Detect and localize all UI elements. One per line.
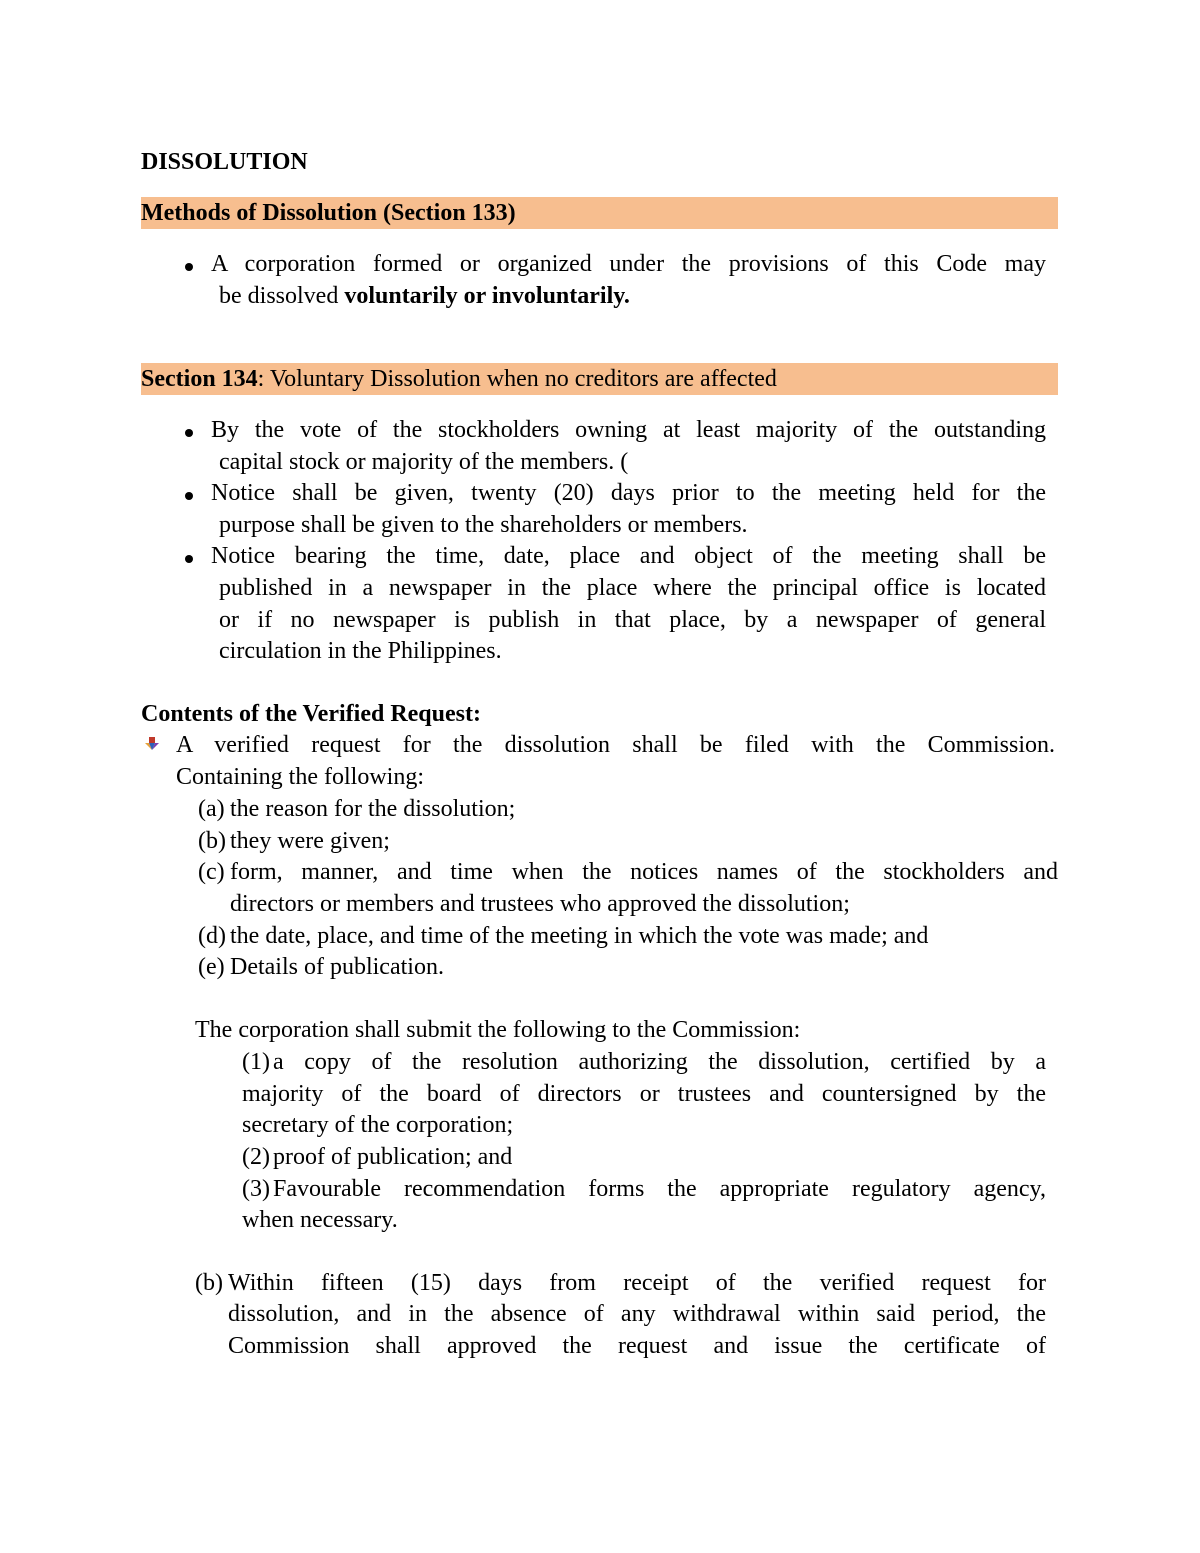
item-text: form, manner, and time when the notices names of the stockholders and <box>230 859 1058 885</box>
submission-intro: The corporation shall submit the following to the Commission: <box>195 1017 801 1043</box>
section-134-bullet3-line3: or if no newspaper is publish in that place, by a newspaper of general <box>219 607 1046 633</box>
item-text-cont: directors or members and trustees who approved the dissolution; <box>230 891 850 917</box>
item-label: (b) <box>198 828 226 854</box>
paragraph-b-line1: Within fifteen (15) days from receipt of the verified request for <box>228 1270 1046 1296</box>
submission-label: (3) <box>242 1176 270 1202</box>
section-133-heading: Methods of Dissolution (Section 133) <box>141 200 516 226</box>
submission-item1-line1: a copy of the resolution authorizing the dissolution, certified by a <box>273 1049 1046 1075</box>
submission-label: (2) <box>242 1144 270 1170</box>
paragraph-b-label: (b) <box>195 1270 223 1296</box>
bullet-icon <box>185 555 193 563</box>
paragraph-b-line2: dissolution, and in the absence of any withdrawal within said period, the <box>228 1301 1046 1327</box>
submission-label: (1) <box>242 1049 270 1075</box>
section-134-bullet3-line4: circulation in the Philippines. <box>219 638 502 664</box>
bullet-icon <box>185 263 193 271</box>
section-134-bullet2-line2: purpose shall be given to the shareholders or members. <box>219 512 748 538</box>
paragraph-b-line3: Commission shall approved the request and issue the certificate of <box>228 1333 1046 1359</box>
page-title: DISSOLUTION <box>141 149 308 175</box>
item-label: (e) <box>198 954 225 980</box>
item-label: (a) <box>198 796 225 822</box>
item-text: Details of publication. <box>230 954 444 980</box>
verified-request-intro-line2: Containing the following: <box>176 764 424 790</box>
submission-item2-line1: proof of publication; and <box>273 1144 513 1170</box>
item-text: they were given; <box>230 828 390 854</box>
section-134-heading: Section 134: Voluntary Dissolution when no creditors are affected <box>141 366 777 392</box>
bullet-icon <box>185 429 193 437</box>
section-134-bullet1-line1: By the vote of the stockholders owning at least majority of the outstanding <box>211 417 1046 443</box>
submission-item3-line2: when necessary. <box>242 1207 398 1233</box>
bullet-icon <box>185 492 193 500</box>
item-text: the date, place, and time of the meeting in which the vote was made; and <box>230 923 929 949</box>
submission-item3-line1: Favourable recommendation forms the appropriate regulatory agency, <box>273 1176 1046 1202</box>
section-133-bullet-line2: be dissolved voluntarily or involuntarily. <box>219 283 630 309</box>
submission-item1-line2: majority of the board of directors or trustees and countersigned by the <box>242 1081 1046 1107</box>
verified-request-heading: Contents of the Verified Request: <box>141 701 481 727</box>
section-134-bullet2-line1: Notice shall be given, twenty (20) days prior to the meeting held for the <box>211 480 1046 506</box>
submission-item1-line3: secretary of the corporation; <box>242 1112 514 1138</box>
section-134-bullet3-line1: Notice bearing the time, date, place and object of the meeting shall be <box>211 543 1046 569</box>
item-text: the reason for the dissolution; <box>230 796 516 822</box>
item-label: (c) <box>198 859 225 885</box>
section-134-bullet1-line2: capital stock or majority of the members. ( <box>219 449 629 475</box>
section-133-bullet-line1: A corporation formed or organized under the provisions of this Code may <box>211 251 1046 277</box>
arrow-bullet-icon <box>143 736 161 756</box>
section-134-bullet3-line2: published in a newspaper in the place where the principal office is located <box>219 575 1046 601</box>
verified-request-intro-line1: A verified request for the dissolution shall be filed with the Commission. <box>176 732 1055 758</box>
item-label: (d) <box>198 923 226 949</box>
